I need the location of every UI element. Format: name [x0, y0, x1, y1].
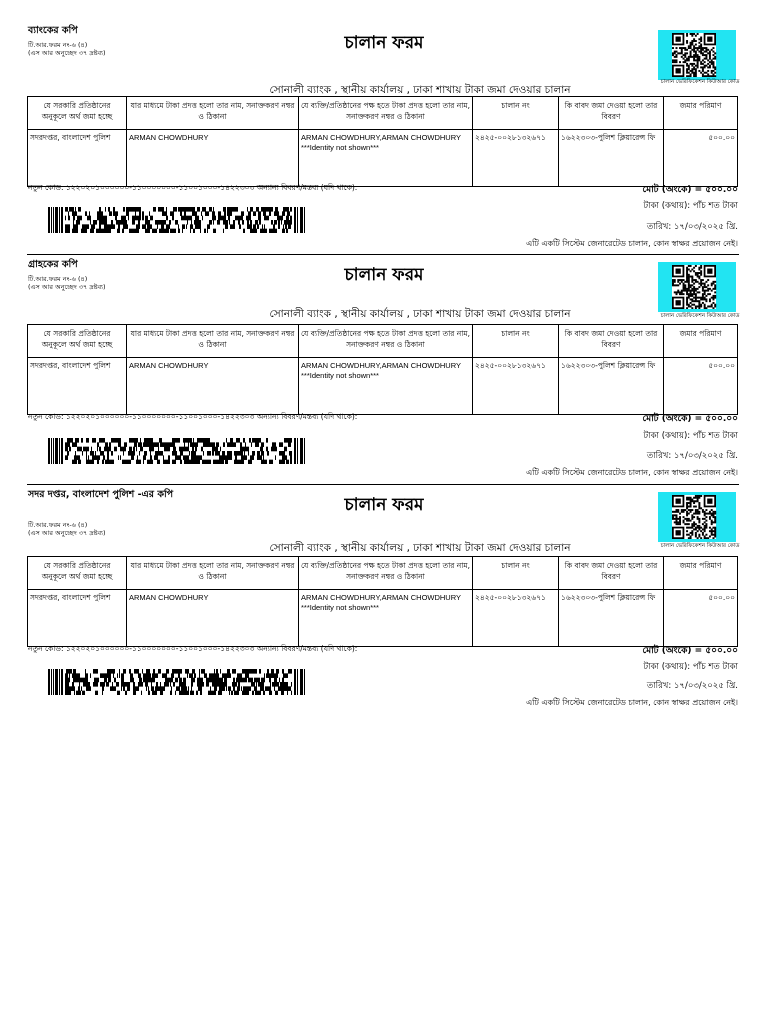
challan-date: তারিখ: ১৭/০৩/২০২৫ খ্রি. [646, 222, 738, 232]
amount-in-words: টাকা (কথায়): পাঁচ শত টাকা [643, 662, 738, 672]
qr-code [658, 262, 736, 312]
challan-copy-customer [0, 258, 768, 488]
challan-table [27, 96, 738, 187]
divider [27, 484, 739, 485]
qr-code [658, 30, 736, 80]
table-header-row: যে সরকারি প্রতিষ্ঠানের অনুকূলে অর্থ জমা হচ্ছে যার মাধ্যমে টাকা প্রদত্ত হলো তার নাম, সনাক্তকরণ নম্বর ও ঠিকানা যে ব্যক্তি/প্রতিষ্ঠানের পক্ষ হতে টাকা প্রদত্ত হলো তার নাম, সনাক্তকরণ নম্বর ও ঠিকানা চালান নং কি বাবদ জমা দেওয়া হলো তার বিবরণ জমার পরিমাণ [28, 325, 738, 358]
barcode [48, 207, 310, 233]
qr-label: চালান ভেরিফিকেশন কিউআর কোড [660, 79, 740, 85]
copy-title: ব্যাংকের কপি [28, 25, 78, 36]
table-header-row: যে সরকারি প্রতিষ্ঠানের অনুকূলে অর্থ জমা হচ্ছে যার মাধ্যমে টাকা প্রদত্ত হলো তার নাম, সনাক্তকরণ নম্বর ও ঠিকানা যে ব্যক্তি/প্রতিষ্ঠানের পক্ষ হতে টাকা প্রদত্ত হলো তার নাম, সনাক্তকরণ নম্বর ও ঠিকানা চালান নং কি বাবদ জমা দেওয়া হলো তার বিবরণ জমার পরিমাণ [28, 97, 738, 130]
challan-date: তারিখ: ১৭/০৩/২০২৫ খ্রি. [646, 681, 738, 691]
form-number: টি.আর.ফরম নং-৬ (৪) (এস আর অনুচ্ছেদ ৩৭ দ্রষ্টব্য) [28, 275, 106, 291]
total-amount: মোট (অংকে) = ৫০০.০০ [642, 185, 738, 195]
challan-copy-bank [0, 24, 768, 254]
bank-line: সোনালী ব্যাংক , স্থানীয় কার্যালয় , ঢাকা শাখায় টাকা জমা দেওয়ার চালান [269, 542, 571, 554]
system-note: এটি একটি সিস্টেম জেনারেটেড চালান, কোন স্বাক্ষর প্রয়োজন নেই। [526, 239, 738, 248]
form-title: চালান ফরম [344, 495, 424, 515]
system-note: এটি একটি সিস্টেম জেনারেটেড চালান, কোন স্বাক্ষর প্রয়োজন নেই। [526, 698, 738, 707]
qr-label: চালান ভেরিফিকেশন কিউআর কোড [660, 543, 740, 549]
table-header-row: যে সরকারি প্রতিষ্ঠানের অনুকূলে অর্থ জমা হচ্ছে যার মাধ্যমে টাকা প্রদত্ত হলো তার নাম, সনাক্তকরণ নম্বর ও ঠিকানা যে ব্যক্তি/প্রতিষ্ঠানের পক্ষ হতে টাকা প্রদত্ত হলো তার নাম, সনাক্তকরণ নম্বর ও ঠিকানা চালান নং কি বাবদ জমা দেওয়া হলো তার বিবরণ জমার পরিমাণ [28, 557, 738, 590]
qr-label: চালান ভেরিফিকেশন কিউআর কোড [660, 313, 740, 319]
code-line: নতুন কোড: ১২২০২০১০০০০০০-১১০০০০০০০-১১০০১০০০-১৪২২৩০৩ অন্যান্য বিবরণ/মন্তব্য (যদি থাকে): [28, 644, 358, 653]
system-note: এটি একটি সিস্টেম জেনারেটেড চালান, কোন স্বাক্ষর প্রয়োজন নেই। [526, 468, 738, 477]
form-title: চালান ফরম [344, 265, 424, 285]
amount-in-words: টাকা (কথায়): পাঁচ শত টাকা [643, 201, 738, 211]
table-row: সদরদপ্তর, বাংলাদেশ পুলিশ ARMAN CHOWDHURY ARMAN CHOWDHURY,ARMAN CHOWDHURY ***Identity not shown*** ২৪২৫-০০২৮১৩২৬৭১ ১৬২২৩০৩-পুলিশ ক্লিয়ারেন্স ফি ৫০০.০০ [28, 130, 738, 187]
copy-title: গ্রাহকের কপি [28, 259, 78, 270]
table-row: সদরদপ্তর, বাংলাদেশ পুলিশ ARMAN CHOWDHURY ARMAN CHOWDHURY,ARMAN CHOWDHURY ***Identity not shown*** ২৪২৫-০০২৮১৩২৬৭১ ১৬২২৩০৩-পুলিশ ক্লিয়ারেন্স ফি ৫০০.০০ [28, 590, 738, 647]
code-line: নতুন কোড: ১২২০২০১০০০০০০-১১০০০০০০০-১১০০১০০০-১৪২২৩০৩ অন্যান্য বিবরণ/মন্তব্য (যদি থাকে): [28, 412, 358, 421]
copy-title: সদর দপ্তর, বাংলাদেশ পুলিশ -এর কপি [28, 489, 174, 500]
bank-line: সোনালী ব্যাংক , স্থানীয় কার্যালয় , ঢাকা শাখায় টাকা জমা দেওয়ার চালান [269, 308, 571, 320]
challan-copy-police-hq [0, 488, 768, 718]
total-amount: মোট (অংকে) = ৫০০.০০ [642, 414, 738, 424]
challan-table [27, 556, 738, 647]
form-number: টি.আর.ফরম নং-৬ (৪) (এস আর অনুচ্ছেদ ৩৭ দ্রষ্টব্য) [28, 521, 106, 537]
form-title: চালান ফরম [344, 33, 424, 53]
qr-code [658, 492, 736, 542]
barcode [48, 669, 310, 695]
challan-table [27, 324, 738, 415]
challan-date: তারিখ: ১৭/০৩/২০২৫ খ্রি. [646, 451, 738, 461]
table-row: সদরদপ্তর, বাংলাদেশ পুলিশ ARMAN CHOWDHURY ARMAN CHOWDHURY,ARMAN CHOWDHURY ***Identity not shown*** ২৪২৫-০০২৮১৩২৬৭১ ১৬২২৩০৩-পুলিশ ক্লিয়ারেন্স ফি ৫০০.০০ [28, 358, 738, 415]
total-amount: মোট (অংকে) = ৫০০.০০ [642, 646, 738, 656]
bank-line: সোনালী ব্যাংক , স্থানীয় কার্যালয় , ঢাকা শাখায় টাকা জমা দেওয়ার চালান [269, 84, 571, 96]
amount-in-words: টাকা (কথায়): পাঁচ শত টাকা [643, 431, 738, 441]
code-line: নতুন কোড: ১২২০২০১০০০০০০-১১০০০০০০০-১১০০১০০০-১৪২২৩০৩ অন্যান্য বিবরণ/মন্তব্য (যদি থাকে): [28, 183, 358, 192]
divider [27, 254, 739, 255]
form-number: টি.আর.ফরম নং-৬ (৪) (এস আর অনুচ্ছেদ ৩৭ দ্রষ্টব্য) [28, 41, 106, 57]
barcode [48, 438, 310, 464]
